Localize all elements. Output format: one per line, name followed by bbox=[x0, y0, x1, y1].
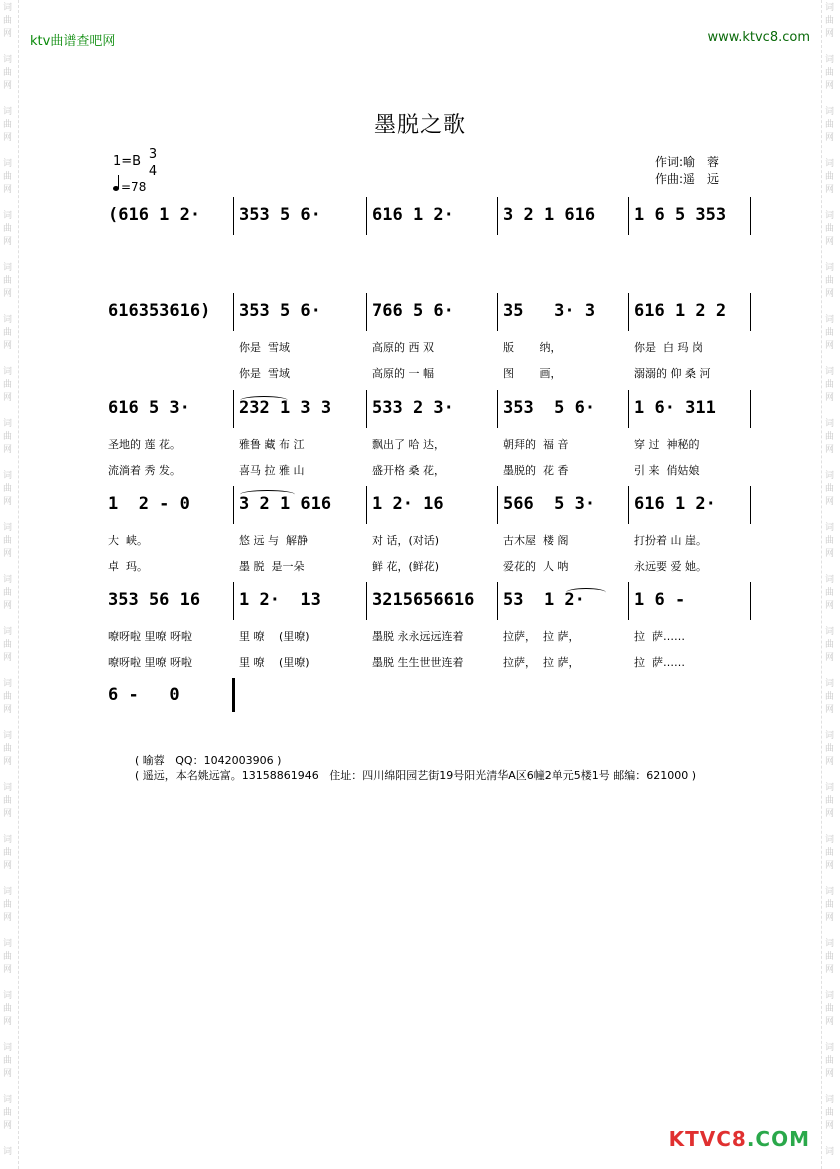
contact-line-lyricist: ( 喻蓉 QQ：1042003906 ) bbox=[135, 754, 282, 767]
watermark-glyph: 网 bbox=[825, 913, 835, 923]
watermark-glyph: 词 bbox=[3, 835, 13, 845]
watermark-glyph: 曲 bbox=[825, 484, 835, 494]
bar-line bbox=[366, 293, 367, 331]
watermark-glyph: 词 bbox=[825, 939, 835, 949]
bar-line bbox=[233, 390, 234, 428]
bar-line bbox=[497, 582, 498, 620]
watermark-glyph: 词 bbox=[825, 367, 835, 377]
bar-line bbox=[628, 197, 629, 235]
lyric-line: 大 峡。 bbox=[108, 534, 148, 547]
lyric-line: 卓 玛。 bbox=[108, 560, 148, 573]
lyric-line: 里 嘹 (里嘹) bbox=[239, 656, 310, 669]
watermark-glyph: 网 bbox=[825, 81, 835, 91]
lyric-line: 鲜 花，(鲜花) bbox=[372, 560, 440, 573]
watermark-glyph: 网 bbox=[825, 653, 835, 663]
watermark-glyph: 网 bbox=[3, 185, 13, 195]
watermark-glyph: 曲 bbox=[3, 744, 13, 754]
watermark-glyph: 曲 bbox=[825, 588, 835, 598]
watermark-glyph: 词 bbox=[825, 575, 835, 585]
watermark-glyph: 词 bbox=[3, 627, 13, 637]
score-measure: 1 2· 13 bbox=[239, 590, 321, 610]
watermark-glyph: 曲 bbox=[825, 1004, 835, 1014]
left-watermark-strip bbox=[2, 0, 16, 1169]
score-measure: 232 1 3 3 bbox=[239, 398, 332, 418]
watermark-glyph: 词 bbox=[825, 159, 835, 169]
bar-line bbox=[628, 390, 629, 428]
watermark-glyph: 网 bbox=[825, 237, 835, 247]
watermark-glyph: 词 bbox=[3, 471, 13, 481]
watermark-glyph: 词 bbox=[825, 315, 835, 325]
song-title: 墨脱之歌 bbox=[373, 113, 466, 138]
watermark-glyph: 词 bbox=[825, 1043, 835, 1053]
watermark-glyph: 词 bbox=[825, 887, 835, 897]
watermark-glyph: 词 bbox=[825, 991, 835, 1001]
watermark-glyph: 曲 bbox=[3, 224, 13, 234]
lyric-line: 墨脱的 花 香 bbox=[503, 464, 569, 477]
lyric-line: 流淌着 秀 发。 bbox=[108, 464, 181, 477]
key-signature: 1=B bbox=[113, 154, 142, 169]
score-measure: 1 6 5 353 bbox=[634, 205, 727, 225]
score-measure: 616 1 2· bbox=[372, 205, 454, 225]
watermark-glyph: 曲 bbox=[825, 692, 835, 702]
score-measure: 1 2· 16 bbox=[372, 494, 444, 514]
watermark-glyph: 词 bbox=[3, 1147, 13, 1157]
score-measure: 1 6 - bbox=[634, 590, 686, 610]
watermark-glyph: 曲 bbox=[3, 328, 13, 338]
score-measure: (616 1 2· bbox=[108, 205, 201, 225]
watermark-glyph: 曲 bbox=[825, 276, 835, 286]
lyric-line: 嘹呀啦 里嘹 呀啦 bbox=[108, 656, 192, 669]
bar-line bbox=[750, 582, 751, 620]
bar-line bbox=[366, 390, 367, 428]
watermark-glyph: 网 bbox=[3, 1121, 13, 1131]
score-measure: 353 5 6· bbox=[239, 205, 321, 225]
lyric-line: 图 画， bbox=[503, 367, 562, 380]
watermark-glyph: 网 bbox=[825, 1017, 835, 1027]
watermark-glyph: 曲 bbox=[825, 432, 835, 442]
watermark-glyph: 词 bbox=[3, 731, 13, 741]
lyric-line: 永远要 爱 她。 bbox=[634, 560, 707, 573]
watermark-glyph: 词 bbox=[3, 55, 13, 65]
watermark-glyph: 词 bbox=[825, 1147, 835, 1157]
score-measure: 353 56 16 bbox=[108, 590, 201, 610]
watermark-glyph: 曲 bbox=[825, 380, 835, 390]
watermark-glyph: 曲 bbox=[3, 1108, 13, 1118]
watermark-glyph: 词 bbox=[825, 731, 835, 741]
watermark-glyph: 曲 bbox=[825, 848, 835, 858]
watermark-glyph: 网 bbox=[3, 757, 13, 767]
bar-line bbox=[628, 486, 629, 524]
watermark-glyph: 词 bbox=[3, 1043, 13, 1053]
watermark-glyph: 网 bbox=[3, 29, 13, 39]
watermark-glyph: 词 bbox=[825, 107, 835, 117]
watermark-glyph: 词 bbox=[3, 3, 13, 13]
watermark-glyph: 网 bbox=[3, 289, 13, 299]
watermark-glyph: 曲 bbox=[825, 328, 835, 338]
lyric-line: 悠 远 与 解静 bbox=[239, 534, 308, 547]
watermark-glyph: 网 bbox=[825, 497, 835, 507]
watermark-glyph: 词 bbox=[3, 575, 13, 585]
watermark-glyph: 网 bbox=[3, 133, 13, 143]
watermark-glyph: 网 bbox=[3, 965, 13, 975]
score-measure: 353 5 6· bbox=[503, 398, 596, 418]
lyric-line: 嘹呀啦 里嘹 呀啦 bbox=[108, 630, 192, 643]
watermark-glyph: 曲 bbox=[825, 1108, 835, 1118]
lyric-line: 高原的 西 双 bbox=[372, 341, 434, 354]
watermark-glyph: 词 bbox=[3, 523, 13, 533]
watermark-glyph: 词 bbox=[3, 991, 13, 1001]
lyricist-credit: 作词:喻 蓉 bbox=[655, 155, 720, 169]
watermark-glyph: 网 bbox=[825, 965, 835, 975]
lyric-line: 拉萨， 拉 萨， bbox=[503, 630, 580, 643]
watermark-glyph: 网 bbox=[825, 185, 835, 195]
watermark-glyph: 曲 bbox=[3, 796, 13, 806]
quarter-note-icon bbox=[113, 186, 119, 191]
score-measure: 533 2 3· bbox=[372, 398, 454, 418]
bar-line bbox=[628, 582, 629, 620]
watermark-glyph: 网 bbox=[3, 861, 13, 871]
watermark-glyph: 词 bbox=[3, 783, 13, 793]
watermark-glyph: 曲 bbox=[3, 1056, 13, 1066]
lyric-line: 拉 萨…… bbox=[634, 630, 685, 643]
bar-line bbox=[366, 197, 367, 235]
lyric-line: 引 来 俏姑娘 bbox=[634, 464, 700, 477]
watermark-glyph: 曲 bbox=[3, 484, 13, 494]
right-watermark-strip bbox=[824, 0, 838, 1169]
watermark-glyph: 曲 bbox=[825, 172, 835, 182]
watermark-glyph: 曲 bbox=[3, 848, 13, 858]
lyric-line: 拉 萨…… bbox=[634, 656, 685, 669]
bar-line bbox=[750, 293, 751, 331]
bar-line bbox=[497, 486, 498, 524]
lyric-line: 穿 过 神秘的 bbox=[634, 438, 700, 451]
score-measure: 616 5 3· bbox=[108, 398, 190, 418]
watermark-glyph: 网 bbox=[3, 809, 13, 819]
lyric-line: 墨 脱 是一朵 bbox=[239, 560, 305, 573]
watermark-glyph: 词 bbox=[825, 627, 835, 637]
slur-mark bbox=[566, 588, 606, 597]
score-measure: 353 5 6· bbox=[239, 301, 321, 321]
score-measure: 616 1 2 2 bbox=[634, 301, 727, 321]
watermark-glyph: 词 bbox=[825, 679, 835, 689]
lyric-line: 对 话，(对话) bbox=[372, 534, 440, 547]
watermark-glyph: 网 bbox=[825, 133, 835, 143]
watermark-glyph: 曲 bbox=[3, 172, 13, 182]
watermark-glyph: 网 bbox=[825, 861, 835, 871]
bar-line bbox=[497, 293, 498, 331]
watermark-glyph: 曲 bbox=[825, 224, 835, 234]
watermark-glyph: 曲 bbox=[3, 588, 13, 598]
watermark-glyph: 曲 bbox=[825, 120, 835, 130]
watermark-glyph: 网 bbox=[3, 913, 13, 923]
watermark-glyph: 网 bbox=[3, 237, 13, 247]
score-measure: 6 - 0 bbox=[108, 685, 180, 705]
watermark-glyph: 曲 bbox=[825, 536, 835, 546]
score-measure: 616353616) bbox=[108, 301, 211, 321]
watermark-glyph: 曲 bbox=[3, 640, 13, 650]
watermark-glyph: 曲 bbox=[3, 536, 13, 546]
score-measure: 1 6· 311 bbox=[634, 398, 716, 418]
watermark-glyph: 曲 bbox=[825, 900, 835, 910]
site-url-link[interactable]: www.ktvc8.com bbox=[707, 30, 810, 45]
watermark-glyph: 曲 bbox=[3, 900, 13, 910]
watermark-glyph: 网 bbox=[3, 653, 13, 663]
watermark-glyph: 曲 bbox=[3, 380, 13, 390]
lyric-line: 飘出了 哈 达， bbox=[372, 438, 445, 451]
ktvc8-watermark-logo: KTVC8.COM bbox=[668, 1127, 810, 1151]
watermark-glyph: 曲 bbox=[825, 796, 835, 806]
watermark-glyph: 网 bbox=[3, 705, 13, 715]
watermark-glyph: 曲 bbox=[825, 640, 835, 650]
watermark-glyph: 曲 bbox=[3, 432, 13, 442]
watermark-glyph: 词 bbox=[825, 1095, 835, 1105]
time-signature bbox=[146, 146, 160, 180]
lyric-line: 拉萨， 拉 萨， bbox=[503, 656, 580, 669]
watermark-glyph: 曲 bbox=[825, 952, 835, 962]
lyric-line: 溺溺的 仰 桑 河 bbox=[634, 367, 711, 380]
watermark-glyph: 网 bbox=[3, 445, 13, 455]
tempo-value: =78 bbox=[121, 180, 147, 194]
watermark-glyph: 曲 bbox=[825, 16, 835, 26]
watermark-glyph: 网 bbox=[3, 601, 13, 611]
watermark-glyph: 曲 bbox=[3, 952, 13, 962]
watermark-glyph: 网 bbox=[825, 1121, 835, 1131]
lyric-line: 你是 白 玛 岗 bbox=[634, 341, 703, 354]
score-measure: 766 5 6· bbox=[372, 301, 454, 321]
watermark-glyph: 网 bbox=[3, 497, 13, 507]
watermark-glyph: 曲 bbox=[3, 16, 13, 26]
watermark-glyph: 词 bbox=[825, 3, 835, 13]
score-measure: 3 2 1 616 bbox=[503, 205, 596, 225]
score-measure: 35 3· 3 bbox=[503, 301, 596, 321]
watermark-glyph: 词 bbox=[3, 159, 13, 169]
slur-mark bbox=[240, 396, 288, 405]
bar-line bbox=[233, 293, 234, 331]
bar-line bbox=[750, 390, 751, 428]
watermark-glyph: 网 bbox=[825, 705, 835, 715]
watermark-glyph: 曲 bbox=[3, 68, 13, 78]
site-name-link[interactable]: ktv曲谱查吧网 bbox=[30, 34, 116, 49]
watermark-glyph: 词 bbox=[3, 679, 13, 689]
score-measure: 566 5 3· bbox=[503, 494, 596, 514]
time-signature-top: 3 bbox=[148, 147, 158, 162]
bar-line bbox=[233, 486, 234, 524]
watermark-glyph: 网 bbox=[825, 601, 835, 611]
watermark-glyph: 网 bbox=[825, 757, 835, 767]
lyric-line: 墨脱 永永远远连着 bbox=[372, 630, 464, 643]
watermark-glyph: 网 bbox=[3, 341, 13, 351]
watermark-glyph: 词 bbox=[3, 263, 13, 273]
watermark-glyph: 曲 bbox=[3, 692, 13, 702]
watermark-glyph: 曲 bbox=[3, 276, 13, 286]
watermark-glyph: 网 bbox=[3, 81, 13, 91]
watermark-glyph: 词 bbox=[3, 211, 13, 221]
composer-credit: 作曲:遥 远 bbox=[655, 172, 720, 186]
time-signature-bottom: 4 bbox=[148, 164, 158, 179]
score-measure: 616 1 2· bbox=[634, 494, 716, 514]
lyric-line: 版 纳， bbox=[503, 341, 562, 354]
lyric-line: 墨脱 生生世世连着 bbox=[372, 656, 464, 669]
bar-line bbox=[750, 197, 751, 235]
score-measure: 1 2 - 0 bbox=[108, 494, 190, 514]
watermark-glyph: 词 bbox=[825, 419, 835, 429]
watermark-glyph: 网 bbox=[3, 393, 13, 403]
watermark-glyph: 曲 bbox=[825, 68, 835, 78]
watermark-glyph: 网 bbox=[825, 289, 835, 299]
bar-line bbox=[628, 293, 629, 331]
lyric-line: 喜马 拉 雅 山 bbox=[239, 464, 305, 477]
watermark-glyph: 词 bbox=[3, 887, 13, 897]
bar-line bbox=[366, 486, 367, 524]
lyric-line: 古木屋 楼 阁 bbox=[503, 534, 569, 547]
score-measure: 53 1 2· bbox=[503, 590, 585, 610]
bar-line bbox=[233, 197, 234, 235]
lyric-line: 盛开格 桑 花， bbox=[372, 464, 445, 477]
watermark-glyph: 词 bbox=[3, 367, 13, 377]
watermark-glyph: 网 bbox=[825, 1069, 835, 1079]
bar-line bbox=[497, 197, 498, 235]
score-measure: 3215656616 bbox=[372, 590, 475, 610]
watermark-glyph: 网 bbox=[825, 393, 835, 403]
watermark-glyph: 网 bbox=[825, 809, 835, 819]
slur-mark bbox=[240, 490, 295, 499]
watermark-glyph: 词 bbox=[825, 523, 835, 533]
watermark-glyph: 网 bbox=[3, 549, 13, 559]
lyric-line: 爱花的 人 呐 bbox=[503, 560, 569, 573]
tempo-marking bbox=[113, 180, 146, 194]
watermark-glyph: 网 bbox=[825, 341, 835, 351]
score-measure: 3 2 1 616 bbox=[239, 494, 332, 514]
bar-line bbox=[750, 486, 751, 524]
watermark-glyph: 词 bbox=[3, 939, 13, 949]
final-barline bbox=[232, 678, 235, 712]
lyric-line: 朝拜的 福 音 bbox=[503, 438, 569, 451]
watermark-glyph: 词 bbox=[825, 783, 835, 793]
watermark-glyph: 曲 bbox=[3, 1004, 13, 1014]
watermark-glyph: 曲 bbox=[825, 744, 835, 754]
lyric-line: 圣地的 莲 花。 bbox=[108, 438, 181, 451]
watermark-glyph: 词 bbox=[825, 55, 835, 65]
watermark-glyph: 词 bbox=[825, 211, 835, 221]
watermark-glyph: 曲 bbox=[825, 1056, 835, 1066]
watermark-glyph: 网 bbox=[825, 29, 835, 39]
watermark-glyph: 词 bbox=[825, 471, 835, 481]
lyric-line: 你是 雪域 bbox=[239, 367, 290, 380]
lyric-line: 高原的 一 幅 bbox=[372, 367, 434, 380]
bar-line bbox=[497, 390, 498, 428]
watermark-glyph: 词 bbox=[3, 315, 13, 325]
bar-line bbox=[366, 582, 367, 620]
bar-line bbox=[233, 582, 234, 620]
watermark-glyph: 词 bbox=[3, 1095, 13, 1105]
watermark-glyph: 曲 bbox=[3, 120, 13, 130]
lyric-line: 你是 雪域 bbox=[239, 341, 290, 354]
lyric-line: 打扮着 山 崖。 bbox=[634, 534, 707, 547]
contact-line-composer: ( 遥远，本名姚远富。13158861946 住址：四川绵阳园艺街19号阳光清华A区6幢2单元5楼1号 邮编：621000 ) bbox=[135, 769, 697, 782]
watermark-glyph: 网 bbox=[3, 1069, 13, 1079]
lyric-line: 里 嘹 (里嘹) bbox=[239, 630, 310, 643]
watermark-glyph: 网 bbox=[825, 445, 835, 455]
watermark-glyph: 词 bbox=[3, 419, 13, 429]
lyric-line: 雅鲁 藏 布 江 bbox=[239, 438, 305, 451]
watermark-glyph: 词 bbox=[825, 263, 835, 273]
watermark-glyph: 网 bbox=[825, 549, 835, 559]
watermark-glyph: 词 bbox=[3, 107, 13, 117]
watermark-glyph: 词 bbox=[825, 835, 835, 845]
watermark-glyph: 网 bbox=[3, 1017, 13, 1027]
